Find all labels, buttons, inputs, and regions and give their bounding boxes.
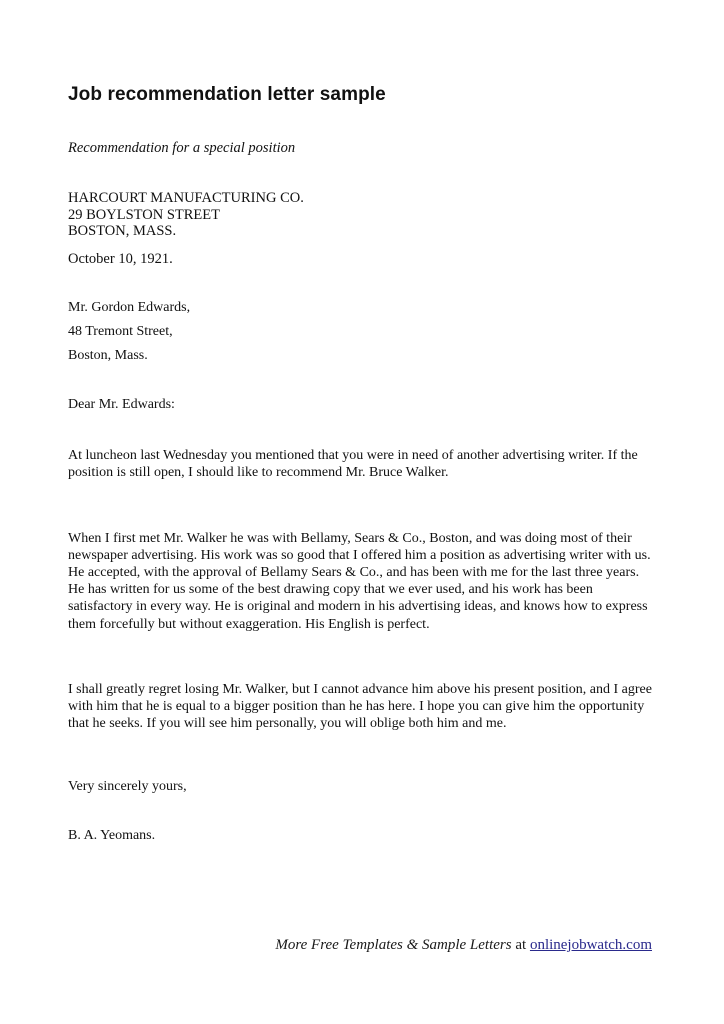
sender-street: 29 BOYLSTON STREET	[68, 206, 220, 223]
onlinejobwatch-link[interactable]: onlinejobwatch.com	[529, 937, 652, 953]
page-footer	[68, 937, 652, 954]
sender-city-state: BOSTON, MASS.	[68, 223, 177, 240]
body-paragraph-2: When I first met Mr. Walker he was with Bellamy, Sears & Co., Boston, and was doing most of their newspaper advertising. His work was so good that I offered him a position as advertising writer with us. He accepted, with the approval of Bellamy Sears & Co., and has been with me for the last three years. He has written for us some of the best drawing copy that we ever used, and his work has been satisfactory in every way. He is original and modern in his advertising ideas, and knows how to express them forcefully but without exaggeration. His English is perfect.	[68, 530, 651, 632]
page-title: Job recommendation letter sample	[68, 84, 386, 105]
recipient-name: Mr. Gordon Edwards,	[68, 300, 191, 316]
footer-connector-word: at	[515, 937, 527, 953]
recipient-city-state: Boston, Mass.	[68, 348, 148, 364]
letter-date: October 10, 1921.	[68, 250, 173, 267]
salutation: Dear Mr. Edwards:	[68, 397, 175, 413]
recipient-address-block	[68, 267, 652, 368]
sender-address-block	[68, 157, 652, 267]
footer-promo-text: More Free Templates & Sample Letters	[275, 937, 512, 953]
document-subtitle: Recommendation for a special position	[68, 139, 296, 156]
letter-content	[68, 0, 652, 844]
body-paragraph-1: At luncheon last Wednesday you mentioned that you were in need of another advertising writer. If the position is still open, I should like to recommend Mr. Bruce Walker.	[68, 448, 638, 481]
body-paragraph-3: I shall greatly regret losing Mr. Walker, but I cannot advance him above his present position, and I agree with him that he is equal to a bigger position than he has here. I hope you can give him the opportunity that he seeks. If you will see him personally, you will oblige both him and me.	[68, 681, 652, 732]
recipient-street: 48 Tremont Street,	[68, 324, 173, 340]
signature-name: B. A. Yeomans.	[68, 828, 156, 844]
footer-connector-text	[512, 937, 530, 953]
sender-company: HARCOURT MANUFACTURING CO.	[68, 190, 304, 207]
closing-salutation: Very sincerely yours,	[68, 779, 187, 795]
